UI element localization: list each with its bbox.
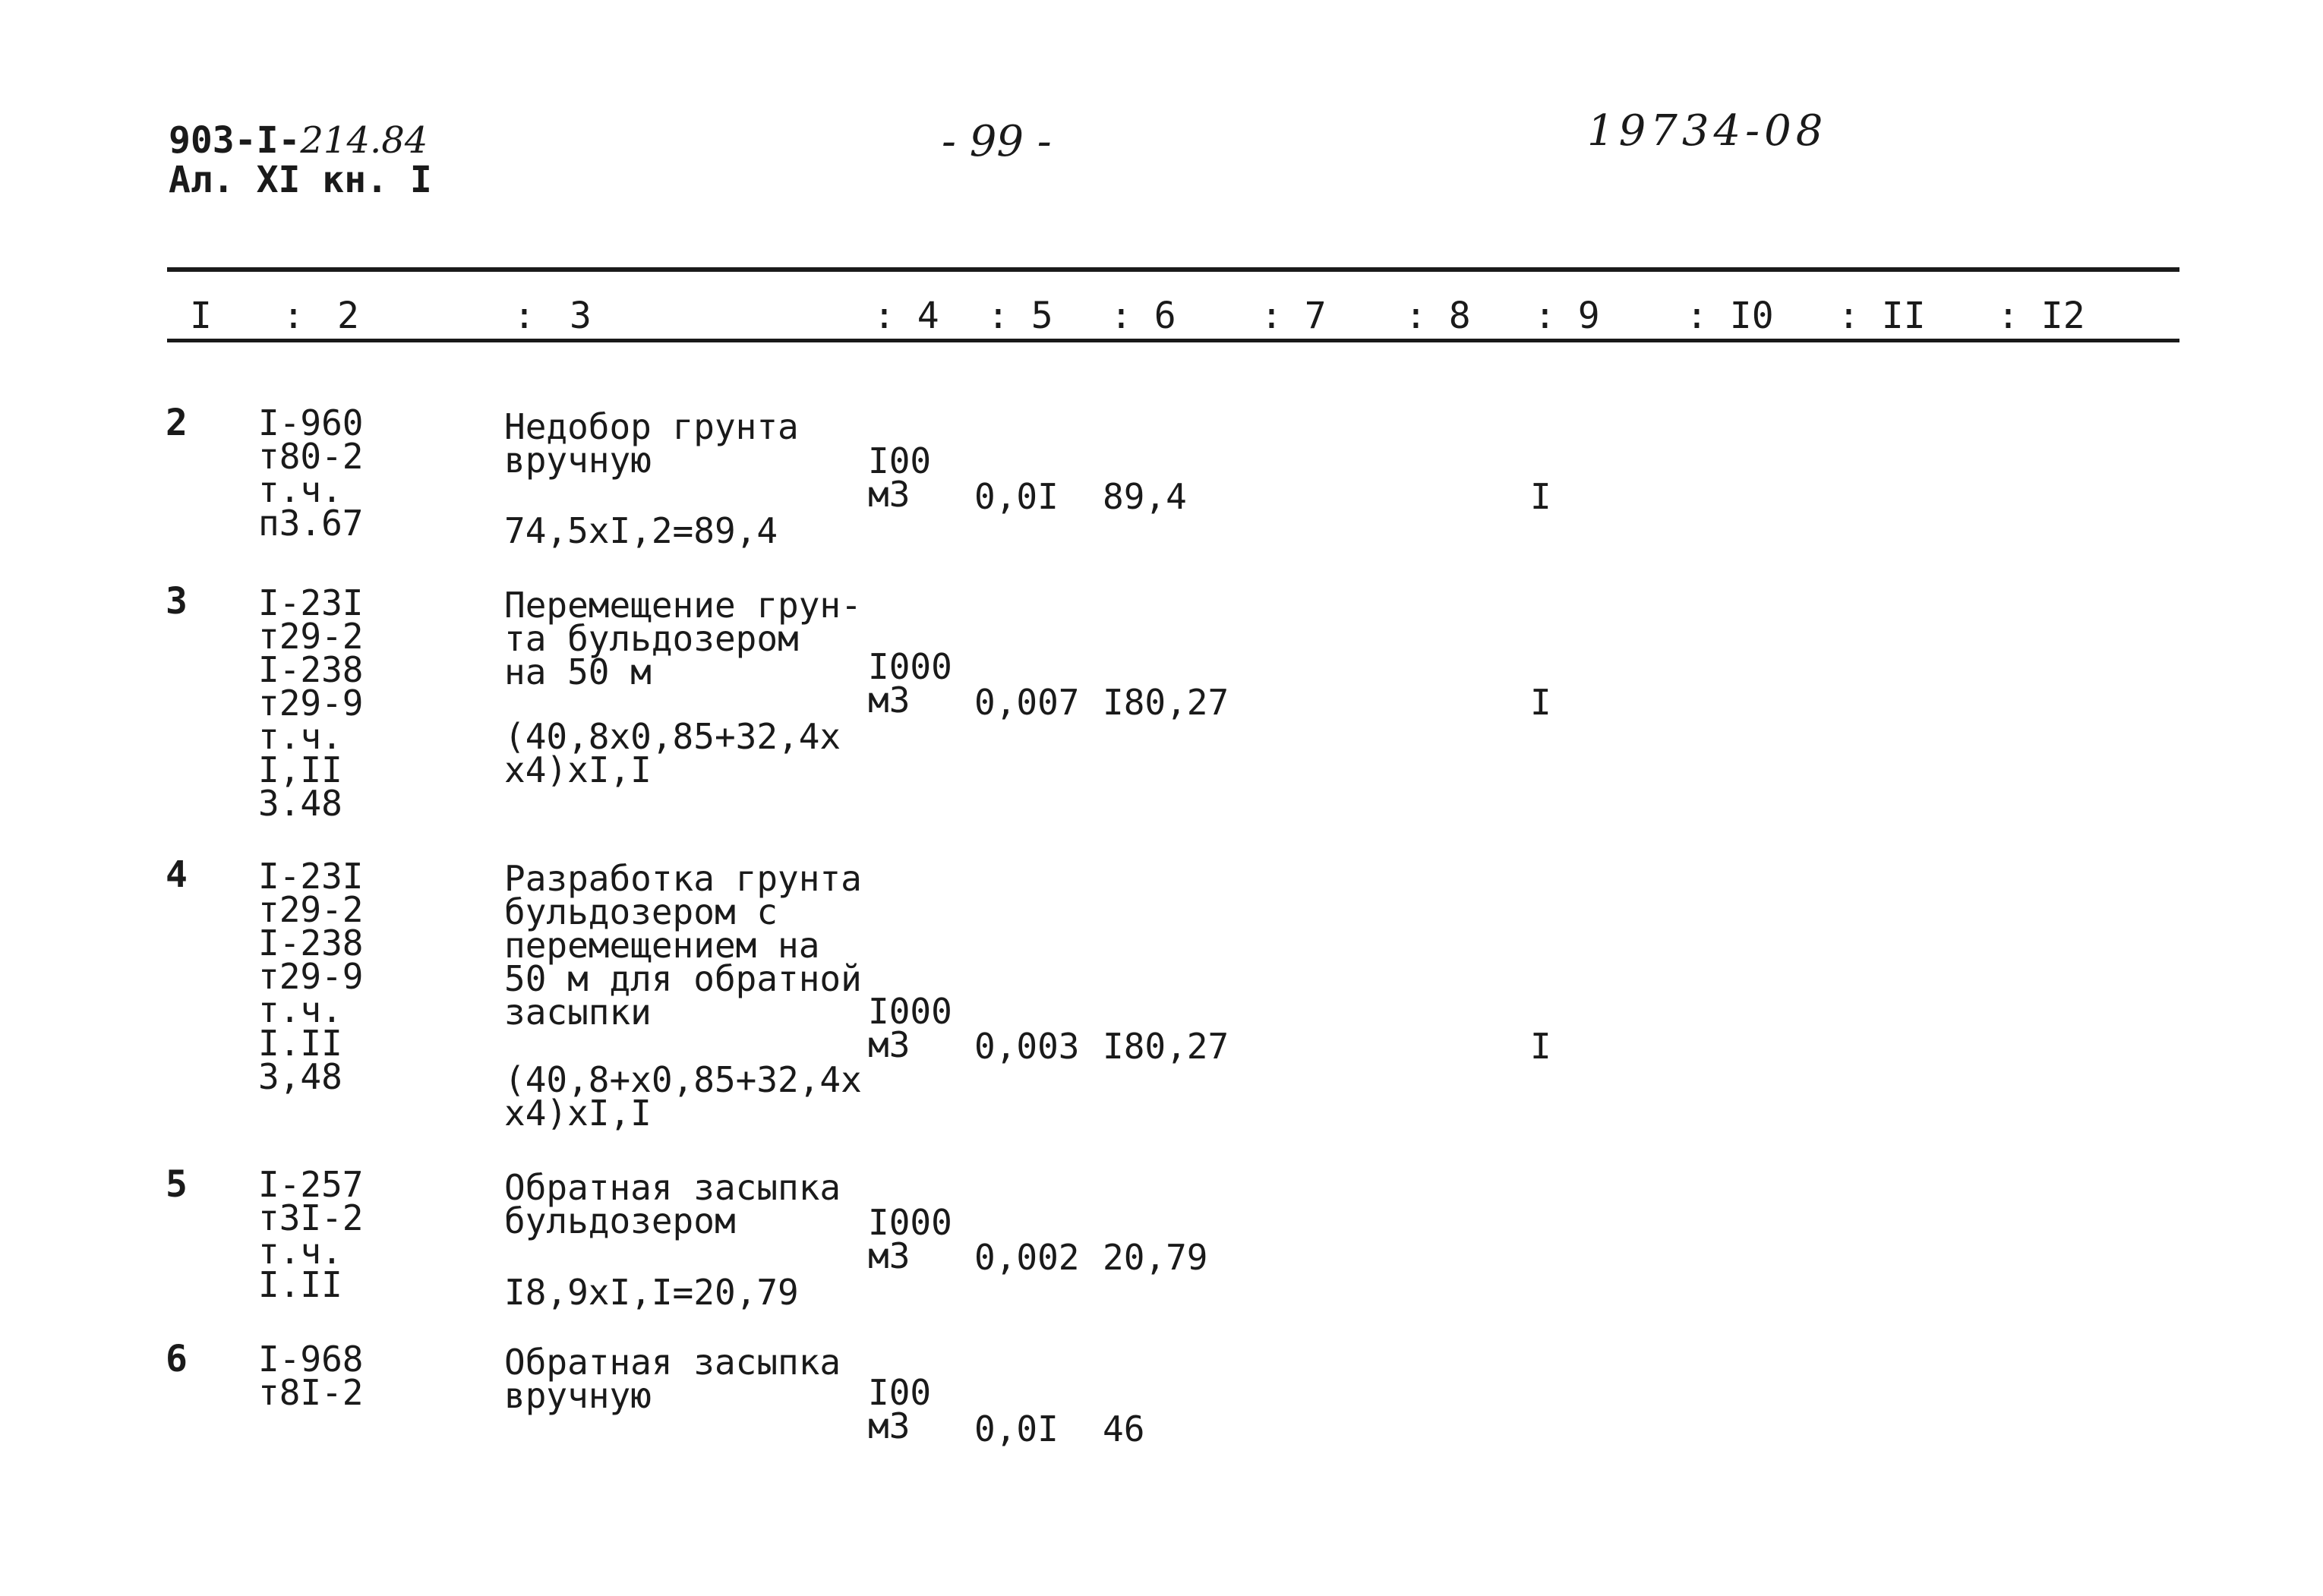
- row-codes: I-23I т29-2 I-238 т29-9 т.ч. I,II 3.48: [258, 582, 364, 824]
- row-col6: 20,79: [1103, 1237, 1208, 1278]
- row-formula: 74,5xI,2=89,4: [504, 510, 778, 551]
- row-col6: 46: [1103, 1408, 1145, 1449]
- column-header-10: : I0: [1686, 295, 1774, 337]
- row-formula: (40,8+x0,85+32,4x x4)xI,I: [504, 1059, 862, 1134]
- row-col5: 0,003: [974, 1026, 1080, 1067]
- page-number: - 99 -: [942, 117, 1052, 166]
- row-unit: м3: [868, 474, 911, 515]
- row-unit: м3: [868, 1235, 911, 1276]
- row-number: 6: [166, 1338, 188, 1380]
- row-unit-quantity: I00: [868, 1372, 932, 1413]
- table-top-rule: [167, 267, 2179, 272]
- table-header-rule: [167, 339, 2179, 342]
- column-header-4: : 4: [873, 295, 939, 337]
- column-header-1: I: [190, 295, 212, 337]
- row-unit: м3: [868, 1405, 911, 1446]
- row-unit-quantity: I00: [868, 440, 932, 481]
- column-header-sep: :: [513, 295, 535, 337]
- row-col5: 0,0I: [974, 1408, 1059, 1449]
- row-unit-quantity: I000: [868, 991, 952, 1032]
- document-code: [169, 119, 428, 162]
- row-col9: I: [1530, 1026, 1551, 1067]
- row-description: Разработка грунта бульдозером с перемещением на 50 м для обратной засыпки: [504, 858, 862, 1033]
- column-header-12: : I2: [1997, 295, 2085, 337]
- column-header-5: : 5: [987, 295, 1053, 337]
- row-col6: I80,27: [1103, 1026, 1229, 1067]
- column-header-2: 2: [337, 295, 359, 337]
- row-formula: (40,8x0,85+32,4x x4)xI,I: [504, 716, 841, 790]
- row-description: Перемещение грун- та бульдозером на 50 м: [504, 585, 862, 692]
- column-header-3: 3: [570, 295, 592, 337]
- row-description: Обратная засыпка вручную: [504, 1342, 841, 1416]
- row-codes: I-968 т8I-2: [258, 1339, 364, 1413]
- row-unit: м3: [868, 680, 911, 721]
- row-col9: I: [1530, 682, 1551, 723]
- column-header-9: : 9: [1534, 295, 1600, 337]
- column-header-8: : 8: [1405, 295, 1471, 337]
- archive-stamp: 19734-08: [1587, 106, 1828, 156]
- column-header-7: : 7: [1261, 295, 1327, 337]
- row-unit-quantity: I000: [868, 646, 952, 687]
- row-description: Недобор грунта вручную: [504, 406, 799, 481]
- document-code-handwritten: 214.84: [300, 119, 428, 162]
- column-header-6: : 6: [1110, 295, 1176, 337]
- row-col6: 89,4: [1103, 476, 1187, 517]
- row-col9: I: [1530, 476, 1551, 517]
- row-codes: I-23I т29-2 I-238 т29-9 т.ч. I.II 3,48: [258, 856, 364, 1097]
- column-header-11: : II: [1838, 295, 1926, 337]
- row-number: 3: [166, 580, 188, 623]
- column-header-sep: :: [282, 295, 305, 337]
- row-col5: 0,002: [974, 1237, 1080, 1278]
- document-code-prefix: 903-I-: [169, 119, 301, 162]
- row-number: 5: [166, 1163, 188, 1206]
- album-line: Ал. XI кн. I: [169, 159, 432, 201]
- row-number: 4: [166, 853, 188, 896]
- row-col5: 0,007: [974, 682, 1080, 723]
- row-unit-quantity: I000: [868, 1202, 952, 1243]
- row-col6: I80,27: [1103, 682, 1229, 723]
- row-col5: 0,0I: [974, 476, 1059, 517]
- row-formula: I8,9xI,I=20,79: [504, 1272, 799, 1313]
- row-codes: I-960 т80-2 т.ч. п3.67: [258, 402, 364, 544]
- row-codes: I-257 т3I-2 т.ч. I.II: [258, 1164, 364, 1305]
- row-number: 2: [166, 402, 188, 444]
- row-unit: м3: [868, 1024, 911, 1065]
- row-description: Обратная засыпка бульдозером: [504, 1167, 841, 1241]
